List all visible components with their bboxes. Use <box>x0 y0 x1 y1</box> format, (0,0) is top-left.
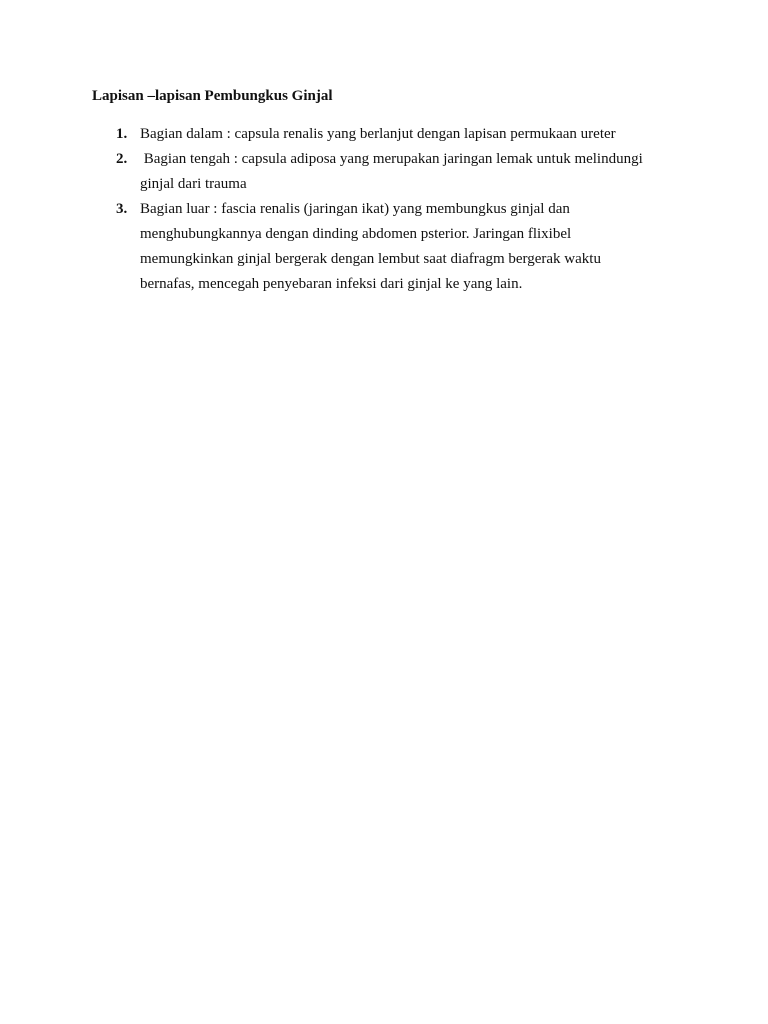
list-item-number: 1. <box>116 126 128 142</box>
document-title: Lapisan –lapisan Pembungkus Ginjal <box>92 88 333 104</box>
list-item-text: memungkinkan ginjal bergerak dengan lembut saat diafragm bergerak waktu <box>140 251 601 267</box>
list-item <box>0 197 680 297</box>
list-item-number: 3. <box>116 201 128 217</box>
list-item <box>0 122 680 147</box>
list-item-text: menghubungkannya dengan dinding abdomen psterior. Jaringan flixibel <box>140 226 572 242</box>
list-item-number: 2. <box>116 151 128 167</box>
list-item-text: Bagian dalam : capsula renalis yang berlanjut dengan lapisan permukaan ureter <box>140 126 616 142</box>
list-item-text: Bagian tengah : capsula adiposa yang merupakan jaringan lemak untuk melindungi <box>140 151 643 167</box>
list-item-text: bernafas, mencegah penyebaran infeksi dari ginjal ke yang lain. <box>140 276 523 292</box>
list-item <box>0 147 680 197</box>
list-item-text: ginjal dari trauma <box>140 176 247 192</box>
numbered-list <box>0 122 768 297</box>
list-item-text: Bagian luar : fascia renalis (jaringan ikat) yang membungkus ginjal dan <box>140 201 570 217</box>
